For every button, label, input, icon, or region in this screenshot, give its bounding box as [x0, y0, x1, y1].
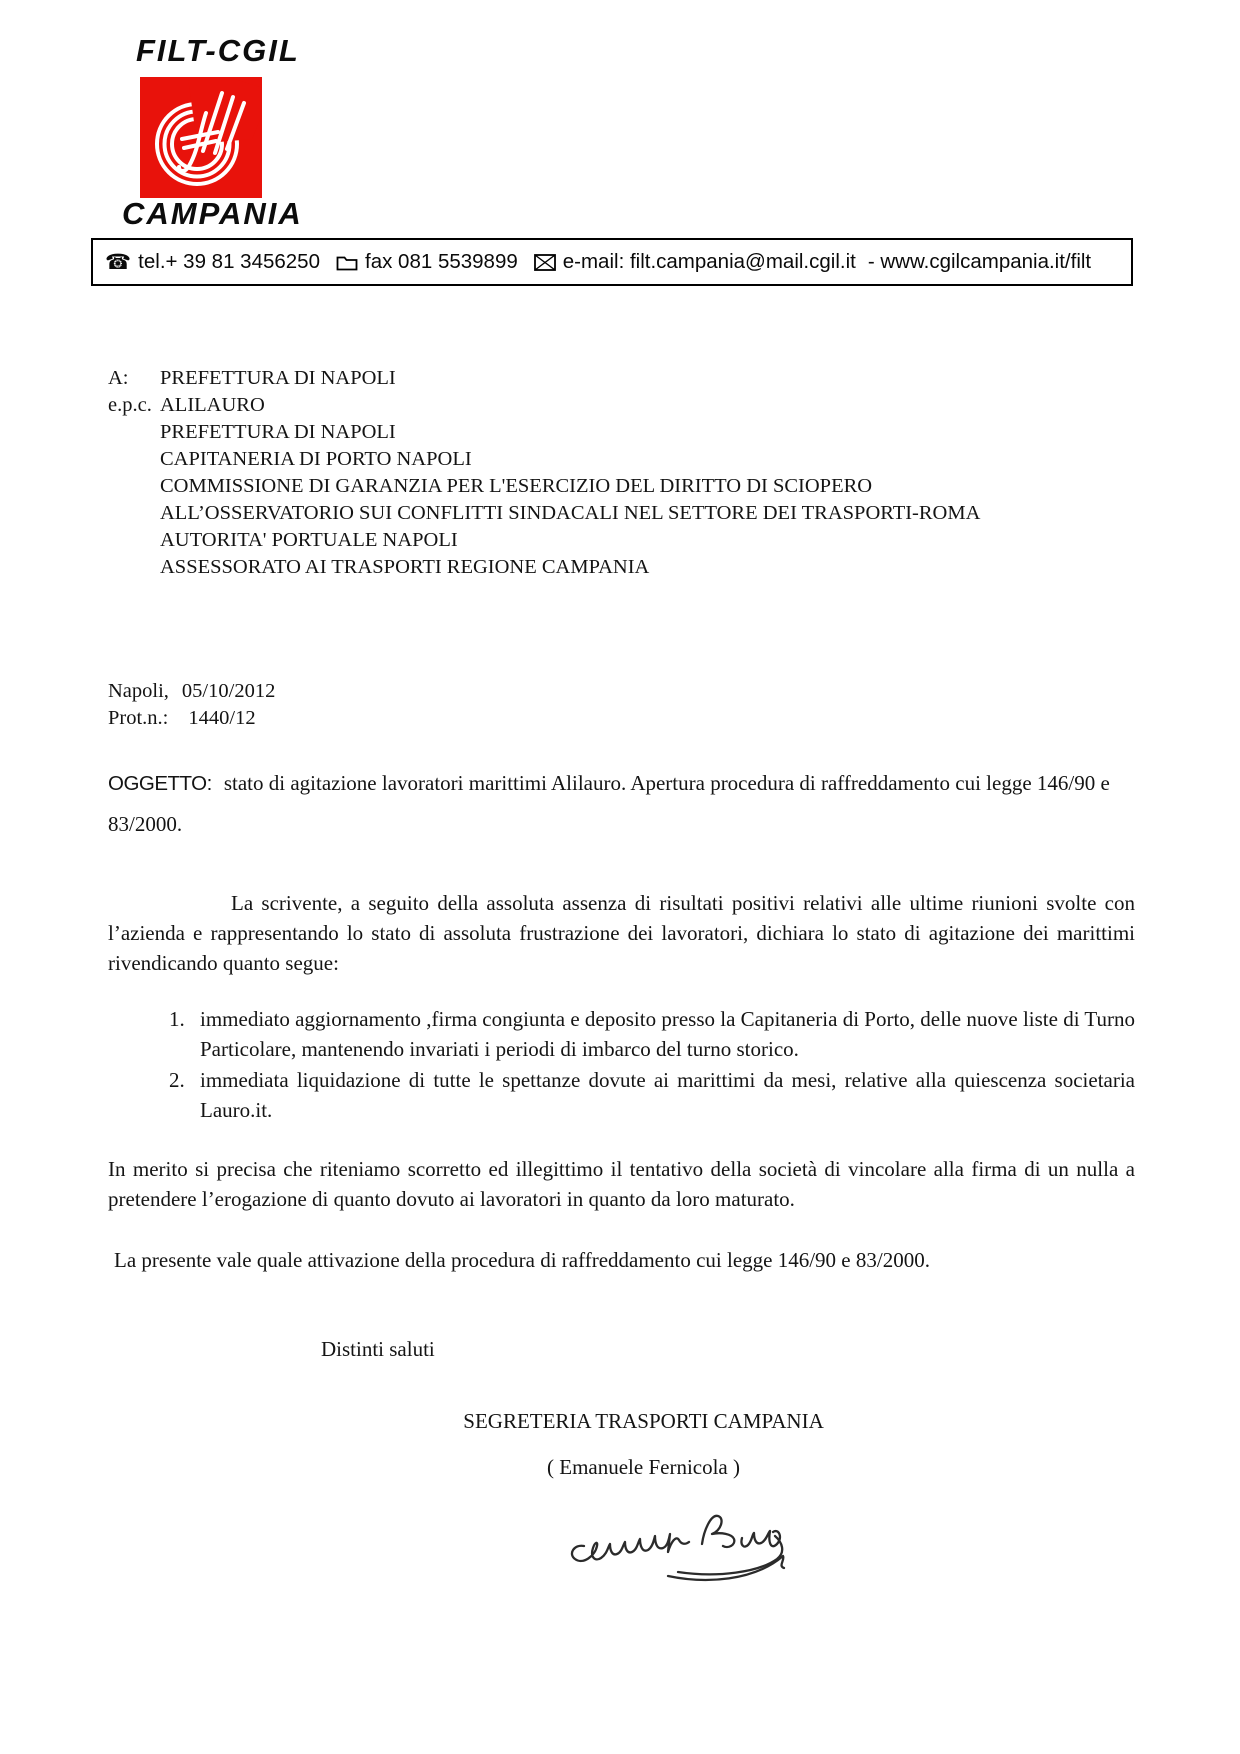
- handwritten-signature: [556, 1488, 796, 1598]
- subject-line: [108, 763, 1135, 844]
- letter-content: [0, 365, 1240, 1598]
- recipient-cc: ASSESSORATO AI TRASPORTI REGIONE CAMPANIA: [160, 556, 650, 578]
- protocol-line: [108, 705, 1135, 732]
- body-paragraph-2: In merito si precisa che riteniamo scorretto ed illegittimo il tentativo della società di vincolare alla firma di un nulla a pretendere l’erogazione di quanto dovuto ai lavoratori in quanto da loro maturato.: [108, 1157, 1135, 1211]
- subject-label: OGGETTO:: [108, 772, 212, 795]
- to-label: A:: [108, 367, 129, 389]
- recipient-cc: ALL’OSSERVATORIO SUI CONFLITTI SINDACALI NEL SETTORE DEI TRASPORTI-ROMA: [160, 502, 981, 524]
- signature-scribble: [556, 1488, 796, 1598]
- signer-organization: SEGRETERIA TRASPORTI CAMPANIA: [463, 1409, 824, 1433]
- recipient-cc: PREFETTURA DI NAPOLI: [160, 421, 396, 443]
- body-paragraph-3: La presente vale quale attivazione della procedura di raffreddamento cui legge 146/90 e 83/2000.: [114, 1248, 930, 1272]
- protocol-number: 1440/12: [188, 707, 256, 729]
- email-address: e-mail: filt.campania@mail.cgil.it: [562, 250, 856, 273]
- place: Napoli,: [108, 680, 169, 702]
- demand-item: 2. immediata liquidazione di tutte le spettanze dovute ai marittimi da mesi, relative alla quiescenza societaria Lauro.it.: [190, 1065, 1135, 1125]
- org-name: FILT-CGIL: [136, 33, 300, 68]
- cc-label: e.p.c.: [108, 394, 152, 416]
- letterhead: [0, 0, 1240, 287]
- recipient-to: PREFETTURA DI NAPOLI: [160, 367, 396, 389]
- demand-item: 1. immediato aggiornamento ,firma congiunta e deposito presso la Capitaneria di Porto, delle nuove liste di Turno Particolare, mantenendo invariati i periodi di imbarco del turno storico.: [190, 1004, 1135, 1064]
- protocol-label: Prot.n.:: [108, 707, 169, 729]
- body-paragraph-1: La scrivente, a seguito della assoluta assenza di risultati positivi relativi alle ultime riunioni svolte con l’azienda e rappresentando lo stato di assoluta frustrazione dei lavoratori, dichiara lo stato di agitazione dei marittimi rivendicando quanto segue:: [108, 891, 1135, 975]
- letter-date: 05/10/2012: [181, 680, 276, 702]
- subject-text: stato di agitazione lavoratori marittimi Alilauro. Apertura procedura di raffreddamento cui legge 146/90 e 83/2000.: [108, 771, 1110, 836]
- recipients-block: [108, 365, 1135, 581]
- phone-number: tel.+ 39 81 3456250: [138, 250, 320, 273]
- filt-swirl-icon: [140, 77, 262, 198]
- recipient-cc: CAPITANERIA DI PORTO NAPOLI: [160, 448, 472, 470]
- recipient-cc: AUTORITA' PORTUALE NAPOLI: [160, 529, 458, 551]
- org-region: CAMPANIA: [122, 196, 303, 231]
- fax-number: fax 081 5539899: [365, 250, 518, 273]
- fax-icon: [336, 253, 358, 271]
- website-url: - www.cgilcampania.it/filt: [867, 250, 1092, 273]
- phone-icon: ☎: [105, 250, 132, 274]
- date-protocol-block: [108, 678, 1135, 732]
- salutation: Distinti saluti: [321, 1337, 435, 1361]
- filt-cgil-logo: [140, 77, 262, 198]
- signer-name: ( Emanuele Fernicola ): [547, 1455, 740, 1479]
- recipient-cc: COMMISSIONE DI GARANZIA PER L'ESERCIZIO DEL DIRITTO DI SCIOPERO: [160, 475, 873, 497]
- recipient-cc: ALILAURO: [160, 394, 265, 416]
- contact-bar: [91, 238, 1133, 286]
- place-date-line: [108, 678, 1135, 705]
- email-icon: [534, 254, 556, 271]
- demands-list: [108, 1004, 1135, 1125]
